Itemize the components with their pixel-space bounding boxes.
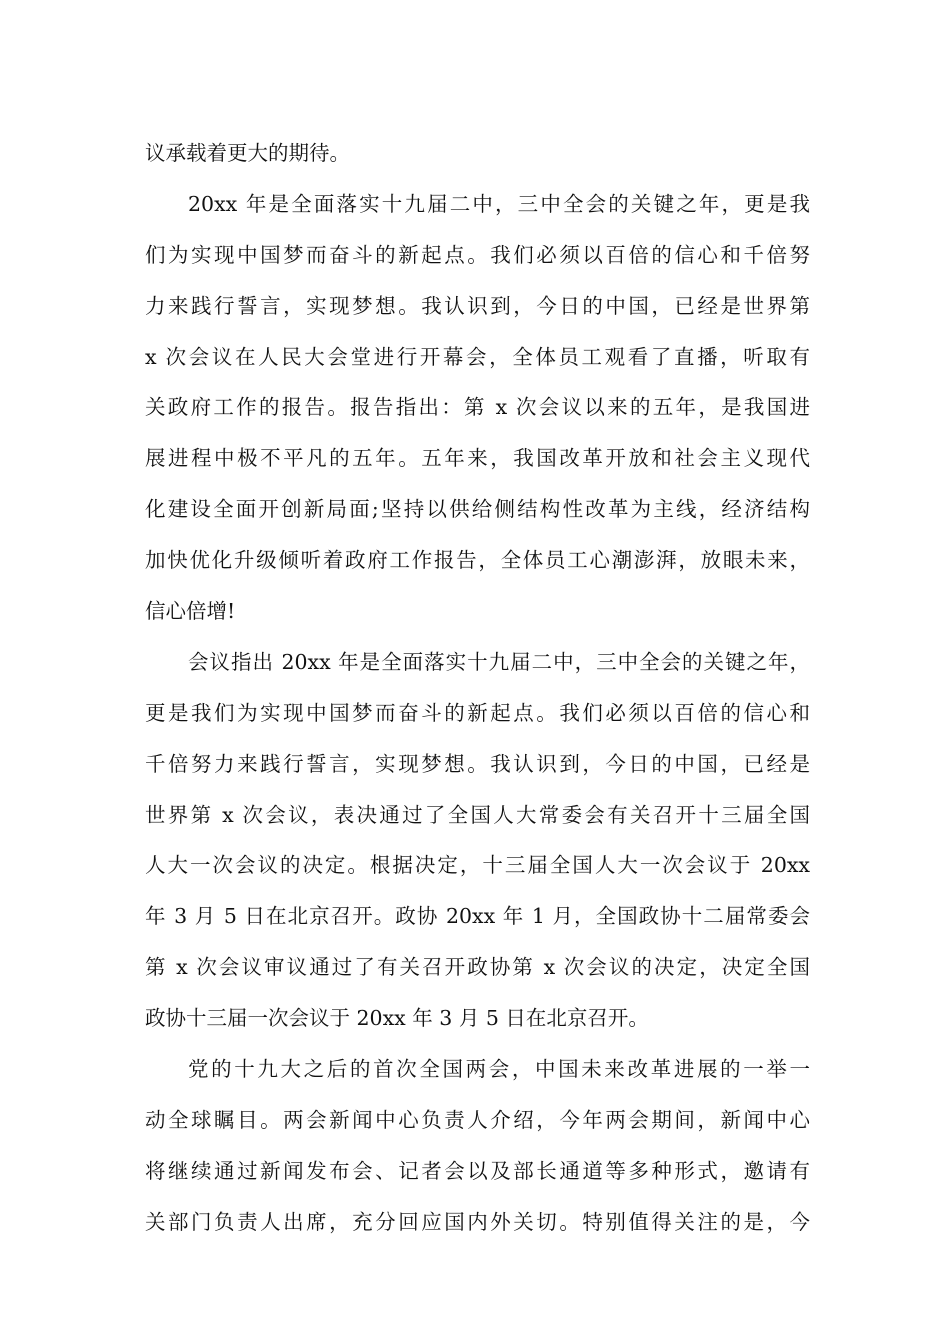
text-line: 年 3 月 5 日在北京召开。政协 20xx 年 1 月，全国政协十二届常委会: [145, 904, 810, 929]
text-line: 会议指出 20xx 年是全面落实十九届二中，三中全会的关键之年，: [188, 649, 810, 674]
text-line: 将继续通过新闻发布会、记者会以及部长通道等多种形式，邀请有: [145, 1158, 810, 1183]
text-line: 政协十三届一次会议于 20xx 年 3 月 5 日在北京召开。: [145, 1006, 649, 1031]
text-line: 关部门负责人出席，充分回应国内外关切。特别值得关注的是，今: [145, 1209, 810, 1234]
text-line: 党的十九大之后的首次全国两会，中国未来改革进展的一举一: [188, 1057, 810, 1082]
text-line: 信心倍增!: [145, 599, 236, 624]
text-line: 议承载着更大的期待。: [145, 141, 350, 165]
text-line: 千倍努力来践行誓言，实现梦想。我认识到，今日的中国，已经是: [145, 751, 810, 776]
text-line: 动全球瞩目。两会新闻中心负责人介绍，今年两会期间，新闻中心: [145, 1107, 810, 1132]
text-line: 人大一次会议的决定。根据决定，十三届全国人大一次会议于 20xx: [145, 853, 810, 878]
text-line: x 次会议在人民大会堂进行开幕会，全体员工观看了直播，听取有: [145, 344, 810, 369]
text-line: 们为实现中国梦而奋斗的新起点。我们必须以百倍的信心和千倍努: [145, 242, 810, 267]
text-line: 关政府工作的报告。报告指出：第 x 次会议以来的五年，是我国进: [145, 395, 810, 420]
text-line: 展进程中极不平凡的五年。五年来，我国改革开放和社会主义现代: [145, 446, 810, 471]
document-body-text: [145, 128, 810, 1248]
text-line: 世界第 x 次会议，表决通过了全国人大常委会有关召开十三届全国: [145, 802, 810, 827]
text-line: 第 x 次会议审议通过了有关召开政协第 x 次会议的决定，决定全国: [145, 955, 810, 980]
text-line: 化建设全面开创新局面;坚持以供给侧结构性改革为主线，经济结构: [145, 497, 810, 522]
text-line: 更是我们为实现中国梦而奋斗的新起点。我们必须以百倍的信心和: [145, 700, 810, 725]
text-line: 力来践行誓言，实现梦想。我认识到，今日的中国，已经是世界第: [145, 293, 810, 318]
text-line: 加快优化升级倾听着政府工作报告，全体员工心潮澎湃，放眼未来，: [145, 548, 810, 573]
text-line: 20xx 年是全面落实十九届二中，三中全会的关键之年，更是我: [188, 191, 810, 216]
